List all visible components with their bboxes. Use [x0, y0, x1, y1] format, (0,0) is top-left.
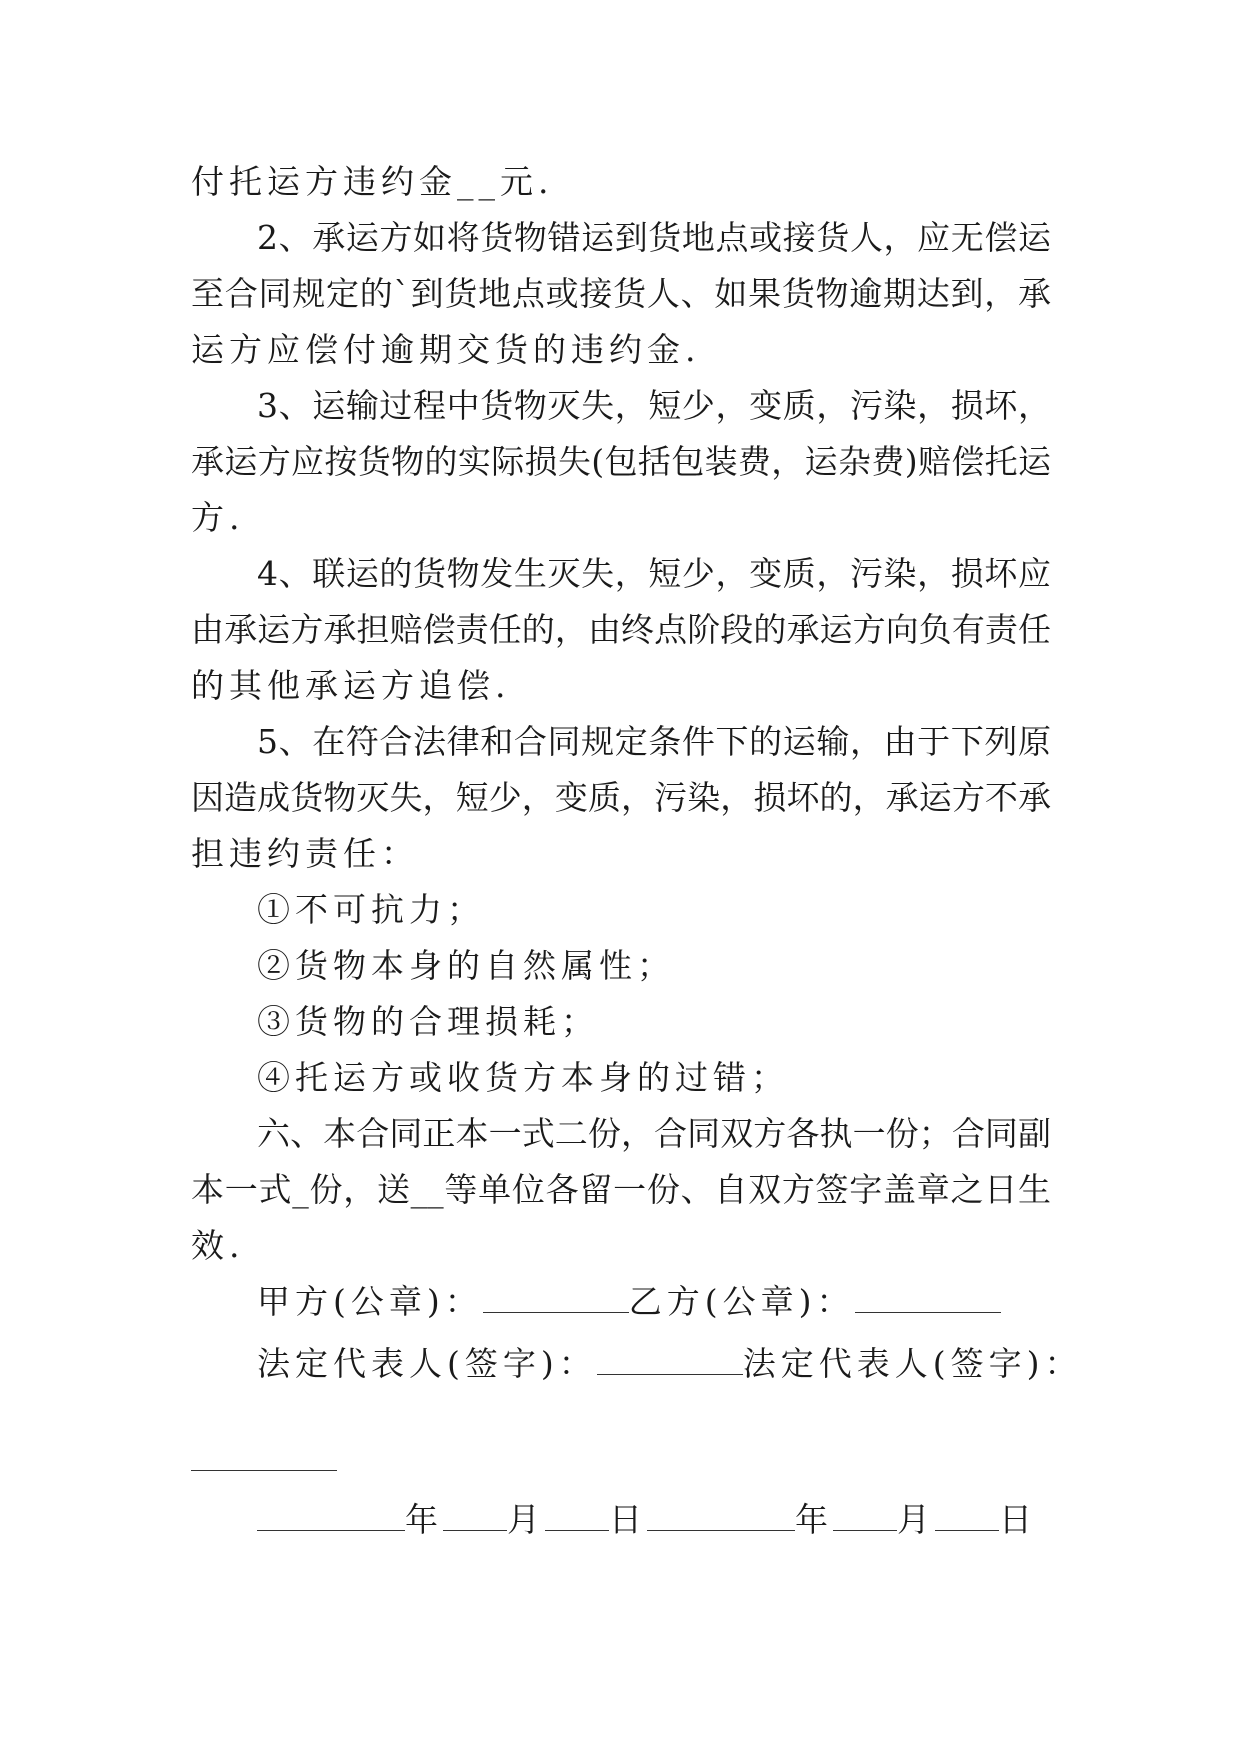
party-b-rep-blank: [191, 1470, 337, 1471]
party-b-month-blank: [833, 1500, 897, 1531]
party-a-rep-blank: [597, 1344, 743, 1375]
exemption-item-2: ②货物本身的自然属性；: [257, 946, 675, 985]
party-b-day-blank: [935, 1500, 999, 1531]
clause-4-line-2: 由承运方承担赔偿责任的，由终点阶段的承运方向负有责任: [191, 610, 1051, 649]
month-label-a: 月: [507, 1500, 545, 1539]
clause-3-line-3: 方.: [191, 498, 245, 537]
clause-5-line-3: 担违约责任：: [191, 834, 419, 873]
clause-2-line-2: 至合同规定的`到货地点或接货人、如果货物逾期达到，承: [191, 274, 1051, 313]
date-line: [191, 1500, 1051, 1540]
party-a-day-blank: [545, 1500, 609, 1531]
party-b-seal-blank: [855, 1282, 1001, 1313]
representative-line: [191, 1344, 1083, 1384]
party-seal-line: [191, 1282, 1051, 1322]
year-label-a: 年: [405, 1500, 443, 1539]
exemption-item-1: ①不可抗力；: [257, 890, 485, 929]
party-a-month-blank: [443, 1500, 507, 1531]
party-a-rep-label: 法定代表人(签字)：: [257, 1344, 597, 1383]
clause-3-line-2: 承运方应按货物的实际损失(包括包装费，运杂费)赔偿托运: [191, 442, 1051, 481]
clause-2-line-1: 2、承运方如将货物错运到货地点或接货人，应无偿运: [257, 218, 1051, 257]
party-a-seal-blank: [483, 1282, 629, 1313]
party-b-seal-label: 乙方(公章)：: [628, 1282, 855, 1321]
text-line: 付托运方违约金__元.: [191, 162, 554, 201]
clause-4-line-3: 的其他承运方追偿.: [191, 666, 511, 705]
clause-6-line-2: 本一式_份，送__等单位各留一份、自双方签字盖章之日生: [191, 1170, 1051, 1209]
clause-5-line-2: 因造成货物灭失，短少，变质，污染，损坏的，承运方不承: [191, 778, 1051, 817]
clause-6-line-3: 效.: [191, 1226, 245, 1265]
clause-5-line-1: 5、在符合法律和合同规定条件下的运输，由于下列原: [257, 722, 1051, 761]
party-b-year-blank: [647, 1500, 795, 1531]
clause-4-line-1: 4、联运的货物发生灭失，短少，变质，污染，损坏应: [257, 554, 1051, 593]
party-b-rep-label: 法定代表人(签字)：: [742, 1344, 1083, 1383]
day-label-a: 日: [609, 1500, 647, 1539]
day-label-b: 日: [999, 1500, 1037, 1539]
exemption-item-4: ④托运方或收货方本身的过错；: [257, 1058, 789, 1097]
exemption-item-3: ③货物的合理损耗；: [257, 1002, 599, 1041]
party-a-year-blank: [257, 1500, 405, 1531]
month-label-b: 月: [897, 1500, 935, 1539]
clause-6-line-1: 六、本合同正本一式二份，合同双方各执一份；合同副: [257, 1114, 1051, 1153]
party-a-seal-label: 甲方(公章)：: [257, 1282, 483, 1321]
clause-3-line-1: 3、运输过程中货物灭失，短少，变质，污染，损坏，: [257, 386, 1051, 425]
year-label-b: 年: [795, 1500, 833, 1539]
clause-2-line-3: 运方应偿付逾期交货的违约金.: [191, 330, 701, 369]
